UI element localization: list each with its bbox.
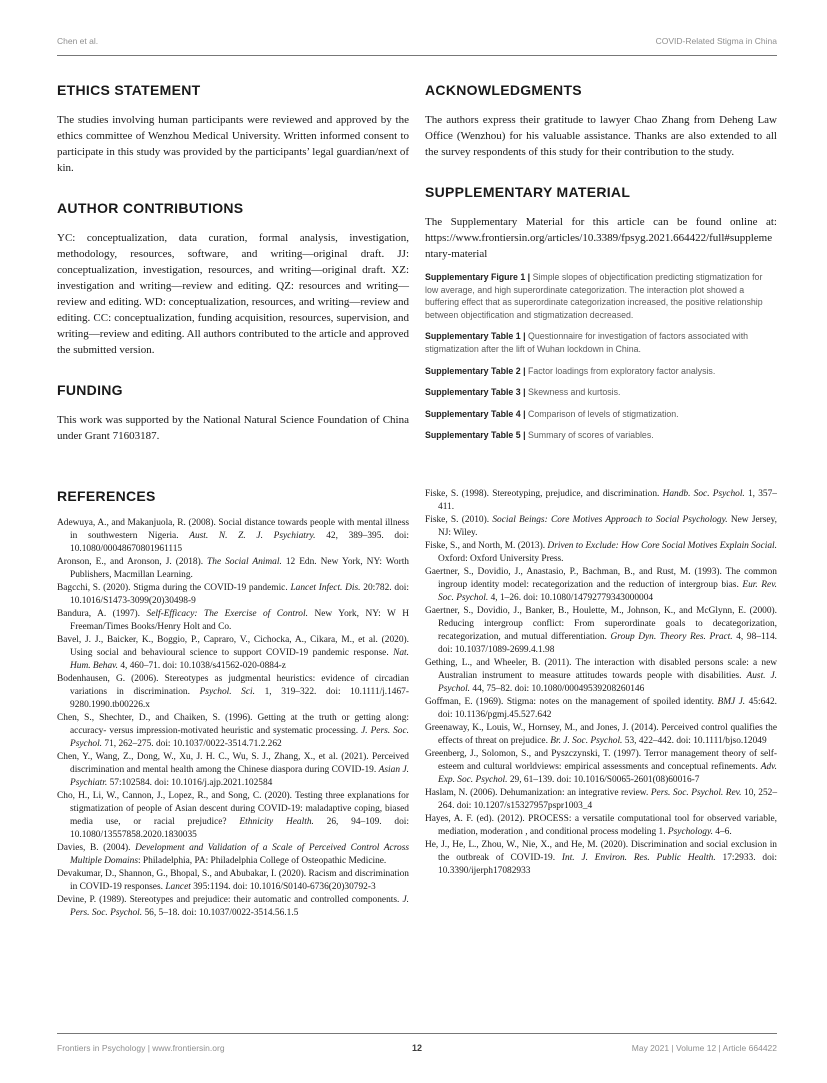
section-funding <box>57 382 409 444</box>
reference-item: Bavel, J. J., Baicker, K., Boggio, P., Capraro, V., Cichocka, A., Cikara, M., et al. (2020). Using social and behavioural science to support COVID-19 pandemic response. Nat. Hum. Behav. 4, 460–71. doi: 10.1038/s41562-020-0884-z <box>57 635 409 671</box>
section-heading-references: REFERENCES <box>57 488 156 504</box>
reference-item: Cho, H., Li, W., Cannon, J., Lopez, R., and Song, C. (2020). Testing three explanations for stigmatization of people of Asian descent during COVID-19: maladaptive coping, biased media use, or racial prejudice? Ethnicity Health. 26, 94–109. doi: 10.1080/13557858.2020.1830035 <box>57 791 409 840</box>
references-list-left <box>57 517 409 920</box>
footer-issue-info: May 2021 | Volume 12 | Article 664422 <box>631 1043 777 1053</box>
funding-paragraph: This work was supported by the National Natural Science Foundation of China under Grant 71603187. <box>57 414 409 442</box>
left-column <box>57 82 409 468</box>
section-heading-author-contributions: AUTHOR CONTRIBUTIONS <box>57 200 244 216</box>
reference-item: Gething, L., and Wheeler, B. (2011). The interaction with disabled persons scale: a new Australian instrument to measure attitudes towards people with disabilities. Aust. J. Psychol. 44, 75–82. doi: 10.1080/00049539208260146 <box>425 658 777 694</box>
reference-item: Fiske, S. (2010). Social Beings: Core Motives Approach to Social Psychology. New Jersey, NJ: Wiley. <box>425 515 777 538</box>
references-section <box>57 488 777 920</box>
ethics-paragraph: The studies involving human participants were reviewed and approved by the ethics committee of Wenzhou Medical University. Written informed consent to participate in this study was provided by the participants’ legal guardian/next of kin. <box>57 114 409 174</box>
supplementary-note: Supplementary Table 4 | Comparison of levels of stigmatization. <box>425 408 679 419</box>
supplementary-note-label: Supplementary Table 2 | <box>425 365 529 376</box>
supplementary-notes <box>425 271 777 442</box>
reference-item: Haslam, N. (2006). Dehumanization: an integrative review. Pers. Soc. Psychol. Rev. 10, 252–264. doi: 10.1207/s15327957pspr1003_4 <box>425 788 778 811</box>
supplementary-note: Supplementary Table 5 | Summary of scores of variables. <box>425 430 654 441</box>
author-contributions-paragraph: YC: conceptualization, data curation, formal analysis, investigation, methodology, resources, software, and writing—original draft. JJ: conceptualization, investigation, resources, and writing—original draft. XZ: investigation and writing—review and editing. QZ: resources and writing—review and editing. WD: conceptualization, resources, and writing—review and editing. CC: conceptualization, funding acquisition, resources, supervision, and writing—review and editing. All authors contributed to the article and approved the submitted version. <box>57 232 409 356</box>
reference-item: Chen, S., Shechter, D., and Chaiken, S. (1996). Getting at the truth or getting along: accuracy- versus impression-motivated heuristic and systematic processing. J. Pers. Soc. Psychol. 71, 262–275. doi: 10.1037/0022-3514.71.2.262 <box>57 713 409 749</box>
reference-item: Devakumar, D., Shannon, G., Bhopal, S., and Abubakar, I. (2020). Racism and discrimination in COVID-19 responses. Lancet 395:1194. doi: 10.1016/S0140-6736(20)30792-3 <box>57 869 409 892</box>
reference-item: Devine, P. (1989). Stereotypes and prejudice: their automatic and controlled components. J. Pers. Soc. Psychol. 56, 5–18. doi: 10.1037/0022-3514.56.1.5 <box>57 895 409 918</box>
reference-item: Bodenhausen, G. (2006). Stereotypes as judgmental heuristics: evidence of circadian variations in discrimination. Psychol. Sci. 1, 319–322. doi: 10.1111/j.1467-9280.1990.tb00226.x <box>57 674 409 710</box>
supplementary-note-label: Supplementary Figure 1 | <box>425 272 533 282</box>
section-author-contributions <box>57 200 409 358</box>
supplementary-note: Supplementary Table 3 | Skewness and kurtosis. <box>425 387 621 398</box>
reference-item: He, J., He, L., Zhou, W., Nie, X., and He, M. (2020). Discrimination and social exclusion in the outbreak of COVID-19. Int. J. Environ. Res. Public Health. 17:2933. doi: 10.3390/ijerph17082933 <box>425 840 777 876</box>
section-heading-acknowledgments: ACKNOWLEDGMENTS <box>425 82 582 98</box>
top-section <box>57 82 777 468</box>
page-footer <box>57 1033 777 1053</box>
references-left-column <box>57 488 409 920</box>
supplementary-note: Supplementary Table 1 | Questionnaire for investigation of factors associated with stigmatization after the lift of Wuhan lockdown in China. <box>425 331 749 354</box>
supplementary-note: Supplementary Table 2 | Factor loadings from exploratory factor analysis. <box>425 365 716 376</box>
reference-item: Bagcchi, S. (2020). Stigma during the COVID-19 pandemic. Lancet Infect. Dis. 20:782. doi: 10.1016/S1473-3099(20)30498-9 <box>57 583 409 606</box>
supplementary-note-label: Supplementary Table 3 | <box>425 387 529 398</box>
running-head-authors: Chen et al. <box>57 36 99 46</box>
reference-item: Aronson, E., and Aronson, J. (2018). The Social Animal. 12 Edn. New York, NY: Worth Publishers, Macmillan Learning. <box>57 557 409 580</box>
reference-item: Goffman, E. (1969). Stigma: notes on the management of spoiled identity. BMJ J. 45:642. doi: 10.1136/pgmj.45.527.642 <box>425 697 778 720</box>
section-ethics-statement <box>57 82 409 176</box>
reference-item: Chen, Y., Wang, Z., Dong, W., Xu, J. H. C., Wu, S. J., Zhang, X., et al. (2021). Perceived discrimination and mental health among the Chinese diaspora during COVID-19. Asian J. Psychiatr. 57:102584. doi: 10.1016/j.ajp.2021.102584 <box>57 752 409 788</box>
reference-item: Hayes, A. F. (ed). (2012). PROCESS: a versatile computational tool for observed variable, mediation, moderation , and conditional process modeling 1. Psychology. 4–6. <box>425 814 777 837</box>
page-header <box>57 36 777 56</box>
footer-journal-name: Frontiers in Psychology | www.frontiersin.org <box>57 1043 225 1053</box>
running-head-title: COVID-Related Stigma in China <box>655 36 777 46</box>
supplementary-note: Supplementary Figure 1 | Simple slopes of objectification predicting stigmatization for low average, and high superordinate categorization. The interaction plot showed a buffering effect that as superordinate categorization increased, the positive relationship between objectification and stigmatization decreased. <box>425 272 763 320</box>
reference-item: Fiske, S., and North, M. (2013). Driven to Exclude: How Core Social Motives Explain Social. Oxford: Oxford University Press. <box>425 541 777 564</box>
references-list-right <box>425 488 777 878</box>
reference-item: Bandura, A. (1997). Self-Efficacy: The Exercise of Control. New York, NY: W H Freeman/Times Books/Henry Holt and Co. <box>57 609 409 632</box>
supplementary-paragraph: The Supplementary Material for this article can be found online at: https://www.frontiersin.org/articles/10.3389/fpsyg.2021.664422/full#supplementary-material <box>425 216 777 260</box>
reference-item: Greenaway, K., Louis, W., Hornsey, M., and Jones, J. (2014). Perceived control qualifies the effects of threat on prejudice. Br. J. Soc. Psychol. 53, 422–442. doi: 10.1111/bjso.12049 <box>425 723 777 746</box>
supplementary-note-label: Supplementary Table 1 | <box>425 331 529 342</box>
supplementary-note-label: Supplementary Table 5 | <box>425 430 529 441</box>
reference-item: Adewuya, A., and Makanjuola, R. (2008). Social distance towards people with mental illness in southwestern Nigeria. Aust. N. Z. J. Psychiatry. 42, 389–395. doi: 10.1080/00048670801961115 <box>57 518 409 554</box>
references-right-column <box>425 488 777 920</box>
footer-page-number: 12 <box>411 1043 423 1053</box>
reference-item: Gaertner, S., Dovidio, J., Banker, B., Houlette, M., Johnson, K., and McGlynn, E. (2000). Reducing intergroup conflict: From superordinate goals to decategorization, recategorization, and mutual differentiation. Group Dyn. Theory Res. Pract. 4, 98–114. doi: 10.1037/1089-2699.4.1.98 <box>425 606 777 655</box>
section-heading-ethics: ETHICS STATEMENT <box>57 82 201 98</box>
section-heading-funding: FUNDING <box>57 382 123 398</box>
reference-item: Greenberg, J., Solomon, S., and Pyszczynski, T. (1997). Terror management theory of self-esteem and cultural worldviews: empirical assessments and conceptual refinements. Adv. Exp. Soc. Psychol. 29, 61–139. doi: 10.1016/S0065-2601(08)60016-7 <box>425 749 777 785</box>
supplementary-note-label: Supplementary Table 4 | <box>425 408 529 419</box>
reference-item: Davies, B. (2004). Development and Validation of a Scale of Perceived Control Across Multiple Domains: Philadelphia, PA: Philadelphia College of Osteopathic Medicine. <box>57 843 410 866</box>
reference-item: Gaertner, S., Dovidio, J., Anastasio, P., Bachman, B., and Rust, M. (1993). The common ingroup identity model: recategorization and the reduction of intergroup bias. Eur. Rev. Soc. Psychol. 4, 1–26. doi: 10.1080/14792779343000004 <box>425 567 777 603</box>
acknowledgments-paragraph: The authors express their gratitude to lawyer Chao Zhang from Deheng Law Office (Wenzhou) for his valuable assistance. Thanks are also extended to all the survey respondents of this study for their contribution to the study. <box>425 114 777 158</box>
right-column <box>425 82 777 468</box>
section-supplementary-material <box>425 184 777 442</box>
section-heading-supplementary: SUPPLEMENTARY MATERIAL <box>425 184 631 200</box>
section-acknowledgments <box>425 82 777 160</box>
reference-item: Fiske, S. (1998). Stereotyping, prejudice, and discrimination. Handb. Soc. Psychol. 1, 357–411. <box>425 489 777 512</box>
